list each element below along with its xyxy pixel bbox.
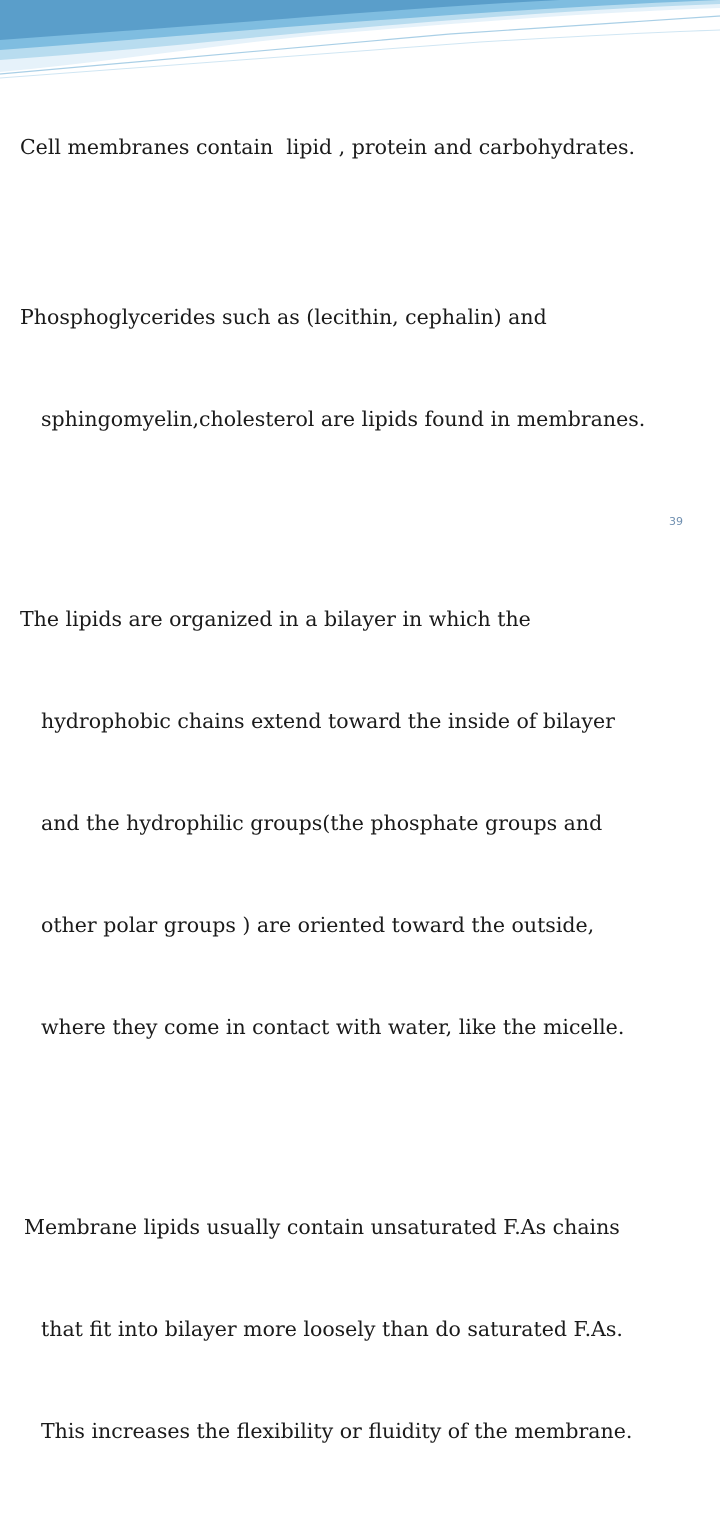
text-line: other polar groups ) are oriented toward the outside, bbox=[41, 913, 595, 937]
text-line: Cell membranes contain lipid , protein and carbohydrates. bbox=[20, 135, 635, 159]
paragraph-phosphoglycerides bbox=[20, 232, 710, 504]
text-line: and the hydrophilic groups(the phosphate groups and bbox=[41, 811, 603, 835]
slide-page-number: 39 bbox=[669, 515, 683, 528]
paragraph-cell-membranes bbox=[20, 62, 710, 232]
text-line: Phosphoglycerides such as (lecithin, cephalin) and bbox=[20, 305, 547, 329]
slide-body bbox=[20, 62, 710, 1516]
text-line: that fit into bilayer more loosely than do saturated F.As. bbox=[41, 1317, 623, 1341]
text-line: sphingomyelin,cholesterol are lipids found in membranes. bbox=[41, 407, 646, 431]
paragraph-lipid-bilayer bbox=[20, 534, 710, 1112]
text-line: This increases the flexibility or fluidity of the membrane. bbox=[41, 1419, 633, 1443]
text-line: The lipids are organized in a bilayer in which the bbox=[20, 607, 531, 631]
text-line: hydrophobic chains extend toward the inside of bilayer bbox=[41, 709, 615, 733]
text-line: where they come in contact with water, like the micelle. bbox=[41, 1015, 625, 1039]
paragraph-unsaturated-fatty-acids bbox=[20, 1142, 710, 1516]
text-line: Membrane lipids usually contain unsaturated F.As chains bbox=[24, 1215, 620, 1239]
